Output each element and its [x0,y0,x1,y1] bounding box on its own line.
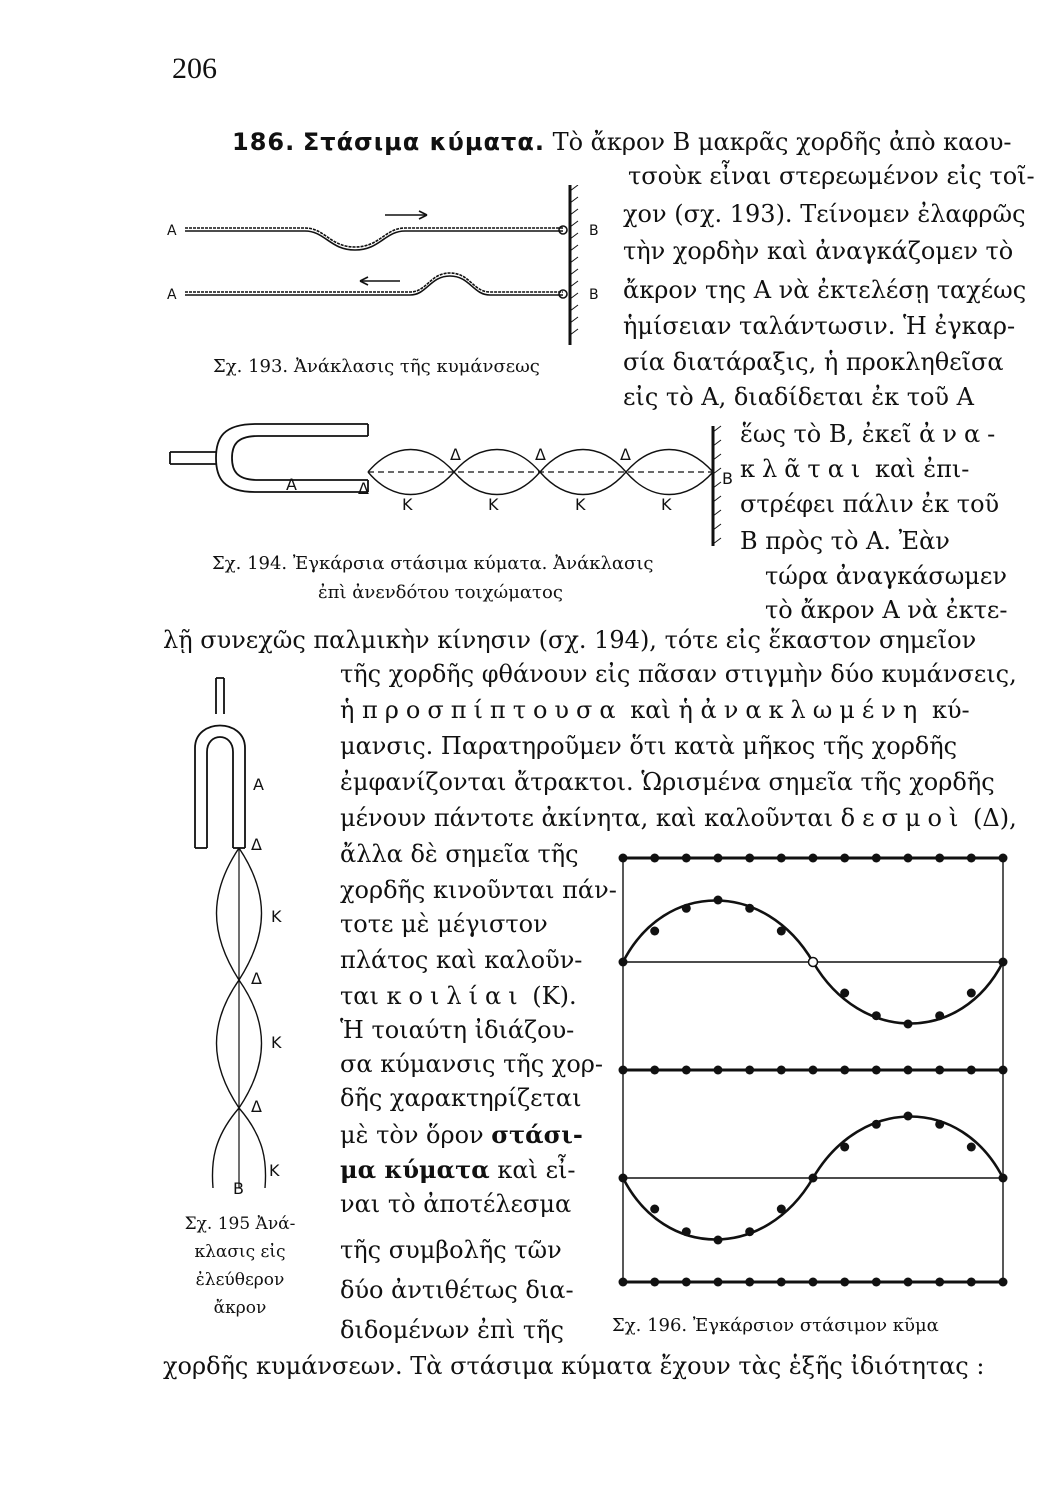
string-particle-dot [999,1278,1008,1287]
text-span: κύ- [931,696,970,724]
label-B: Β [589,223,599,239]
string-particle-dot [777,854,786,863]
bold-term: μα κύματα [340,1155,490,1184]
spaced-text: κοιλίαι [386,982,525,1010]
spaced-text: κλᾶται [740,455,868,483]
label-K: Κ [575,495,586,514]
section-heading-line [232,128,1012,156]
string-particle-dot [619,1066,628,1075]
text-line: ἡμίσειαν ταλάντωσιν. Ἡ ἐγκαρ- [623,312,1016,340]
text-line: ἄκρον της Α νὰ ἐκτελέσῃ ταχέως [623,276,1027,304]
string-particle-dot [904,1020,913,1029]
text-line: ναι τὸ ἀποτέλεσμα [340,1190,572,1218]
fig195-caption-line4: ἄκρον [213,1298,267,1318]
string-particle-dot [777,1205,786,1214]
text-line: Τὸ ἄκρον Β μακρᾶς χορδῆς ἀπὸ καου- [552,128,1012,156]
fig195-caption-line3: ἐλεύθερον [195,1270,285,1290]
string-particle-dot [809,854,818,863]
text-line: τώρα ἀναγκάσωμεν [765,562,1007,590]
string-particle-dot [777,1278,786,1287]
string-particle-dot [872,1120,881,1129]
string-particle-dot [777,927,786,936]
text-line [740,420,1002,448]
figure-195 [185,668,295,1198]
string-particle-dot [619,958,628,967]
string-particle-dot [714,1278,723,1287]
string-particle-dot [714,1236,723,1245]
string-particle-dot [935,1278,944,1287]
string-particle-dot [840,854,849,863]
string-particle-dot [967,854,976,863]
text-span: μὲ τὸν ὅρον [340,1121,484,1149]
text-line: τσοὺκ εἶναι στερεωμένον εἰς τοῖ- [628,162,1035,190]
figure-193 [165,185,615,360]
spaced-text: προσπίπτουσα [362,696,623,724]
page-number: 206 [172,52,217,85]
text-line: ἐμφανίζονται ἄτρακτοι. Ὡρισμένα σημεῖα τῆς χορδῆς [340,768,995,796]
fig195-caption-line1: Σχ. 195 Ἀνά- [184,1214,296,1234]
string-particle-dot [682,1278,691,1287]
text-span: ἕως τὸ Β, ἐκεῖ [740,420,912,448]
text-line: δύο ἀντιθέτως δια- [340,1276,574,1304]
string-particle-dot [904,1066,913,1075]
text-line [740,455,969,483]
string-particle-dot [935,1011,944,1020]
label-D: Δ [535,445,546,464]
section-title: Στάσιμα κύματα. [302,128,545,156]
spaced-text: ἀνακλωμένη [700,696,925,724]
text-line: χορδῆς κυμάνσεων. Τὰ στάσιμα κύματα ἔχουν τὰς ἑξῆς ἰδιότητας : [163,1352,985,1380]
figure-196 [605,840,1025,1300]
label-K: Κ [488,495,499,514]
text-line: τῆς συμβολῆς τῶν [340,1236,562,1264]
string-particle-dot [682,1066,691,1075]
text-line [340,1120,583,1149]
label-B: Β [589,287,599,303]
text-line [340,804,1017,832]
string-particle-dot [745,1227,754,1236]
label-K: Κ [271,1033,282,1052]
string-particle-dot [999,1066,1008,1075]
fig196-caption: Σχ. 196. Ἐγκάρσιον στάσιμον κῦμα [612,1315,939,1336]
string-particle-dot [650,1205,659,1214]
label-D: Δ [251,1097,262,1116]
string-particle-dot [682,904,691,913]
string-particle-dot [999,1174,1008,1183]
string-particle-dot [809,1174,818,1183]
text-line: λῇ συνεχῶς παλμικὴν κίνησιν (σχ. 194), τότε εἰς ἕκαστον σημεῖον [163,626,977,654]
string-particle-dot [809,1278,818,1287]
text-span: καὶ εἶ- [497,1156,576,1184]
figure-194 [168,418,738,548]
string-particle-dot [650,1278,659,1287]
string-particle-dot [872,1066,881,1075]
text-line: τὴν χορδὴν καὶ ἀναγκάζομεν τὸ [623,237,1014,265]
string-particle-dot [619,854,628,863]
label-B: Β [233,1179,244,1198]
label-D: Δ [251,969,262,988]
string-particle-dot [935,854,944,863]
text-span: καὶ ἐπι- [874,455,970,483]
text-line: στρέφει πάλιν ἐκ τοῦ [740,490,1000,518]
label-K: Κ [271,907,282,926]
string-particle-dot [745,904,754,913]
string-particle-dot [999,854,1008,863]
text-line: σία διατάραξις, ἡ προκληθεῖσα [623,348,1004,376]
string-particle-dot [619,1174,628,1183]
string-particle-dot [967,989,976,998]
string-particle-dot [650,927,659,936]
label-D: Δ [358,479,369,498]
text-line: εἰς τὸ Α, διαδίδεται ἐκ τοῦ Α [623,383,974,411]
string-particle-dot [935,1120,944,1129]
text-span: καὶ ἡ [630,696,693,724]
string-particle-dot [840,1278,849,1287]
text-span: ἡ [340,696,355,724]
text-line: χον (σχ. 193). Τείνομεν ἐλαφρῶς [623,200,1026,228]
string-particle-dot [682,854,691,863]
text-line: τοτε μὲ μέγιστον [340,910,548,938]
text-line: διδομένων ἐπὶ τῆς [340,1316,564,1344]
text-line: Ἡ τοιαύτη ἰδιάζου- [340,1016,575,1044]
string-particle-dot [650,854,659,863]
string-particle-dot [745,1066,754,1075]
bold-term: στάσι- [491,1120,583,1149]
label-B: Β [722,469,733,488]
text-line: πλάτος καὶ καλοῦν- [340,946,583,974]
label-D: Δ [450,445,461,464]
fig194-caption-line1: Σχ. 194. Ἐγκάρσια στάσιμα κύματα. Ἀνάκλασις [212,553,654,574]
label-A: Α [286,475,297,494]
string-particle-dot [967,1143,976,1152]
string-particle-dot [935,1066,944,1075]
string-particle-dot [840,1066,849,1075]
label-A: Α [253,775,264,794]
text-span: ται [340,982,379,1010]
string-particle-dot [872,1278,881,1287]
string-particle-dot [745,854,754,863]
string-particle-dot [809,958,818,967]
string-particle-dot [872,1011,881,1020]
string-particle-dot [682,1227,691,1236]
text-line: χορδῆς κινοῦνται πάν- [340,876,617,904]
label-A: Α [167,223,177,239]
label-K: Κ [269,1161,280,1180]
spaced-text: ἀνα- [919,420,1003,448]
text-line: ἄλλα δὲ σημεῖα τῆς [340,840,579,868]
text-line: μανσις. Παρατηροῦμεν ὅτι κατὰ μῆκος τῆς χορδῆς [340,732,958,760]
string-particle-dot [967,1066,976,1075]
text-line [340,982,577,1010]
string-particle-dot [840,989,849,998]
string-particle-dot [904,1112,913,1121]
string-particle-dot [999,958,1008,967]
text-line: σα κύμανσις τῆς χορ- [340,1050,604,1078]
string-particle-dot [619,1278,628,1287]
label-K: Κ [402,495,413,514]
string-particle-dot [714,896,723,905]
text-line: τῆς χορδῆς φθάνουν εἰς πᾶσαν στιγμὴν δύο κυμάνσεις, [340,660,1017,688]
fig194-caption-line2: ἐπὶ ἀνενδότου τοιχώματος [318,582,563,603]
string-particle-dot [967,1278,976,1287]
text-span: (Δ), [973,804,1017,832]
fig195-caption-line2: κλασις εἰς [194,1242,286,1262]
text-span: μένουν πάντοτε ἀκίνητα, καὶ καλοῦνται [340,804,834,832]
string-particle-dot [745,1278,754,1287]
string-particle-dot [904,1278,913,1287]
string-particle-dot [714,1066,723,1075]
section-number: 186. [232,128,296,156]
text-span: (Κ). [532,982,577,1010]
text-line: Β πρὸς τὸ Α. Ἐὰν [740,527,950,555]
fig193-caption: Σχ. 193. Ἀνάκλασις τῆς κυμάνσεως [213,356,540,377]
string-particle-dot [904,854,913,863]
string-particle-dot [650,1066,659,1075]
text-line: δῆς χαρακτηρίζεται [340,1084,582,1112]
spaced-text: δεσμοὶ [840,804,966,832]
text-line [340,1155,576,1184]
string-particle-dot [809,1066,818,1075]
text-line [340,696,970,724]
string-particle-dot [872,854,881,863]
string-particle-dot [777,1066,786,1075]
string-particle-dot [714,854,723,863]
label-D: Δ [251,835,262,854]
string-particle-dot [840,1143,849,1152]
label-A: Α [167,287,177,303]
text-line: τὸ ἄκρον Α νὰ ἐκτε- [765,596,1008,624]
label-K: Κ [661,495,672,514]
label-D: Δ [620,445,631,464]
